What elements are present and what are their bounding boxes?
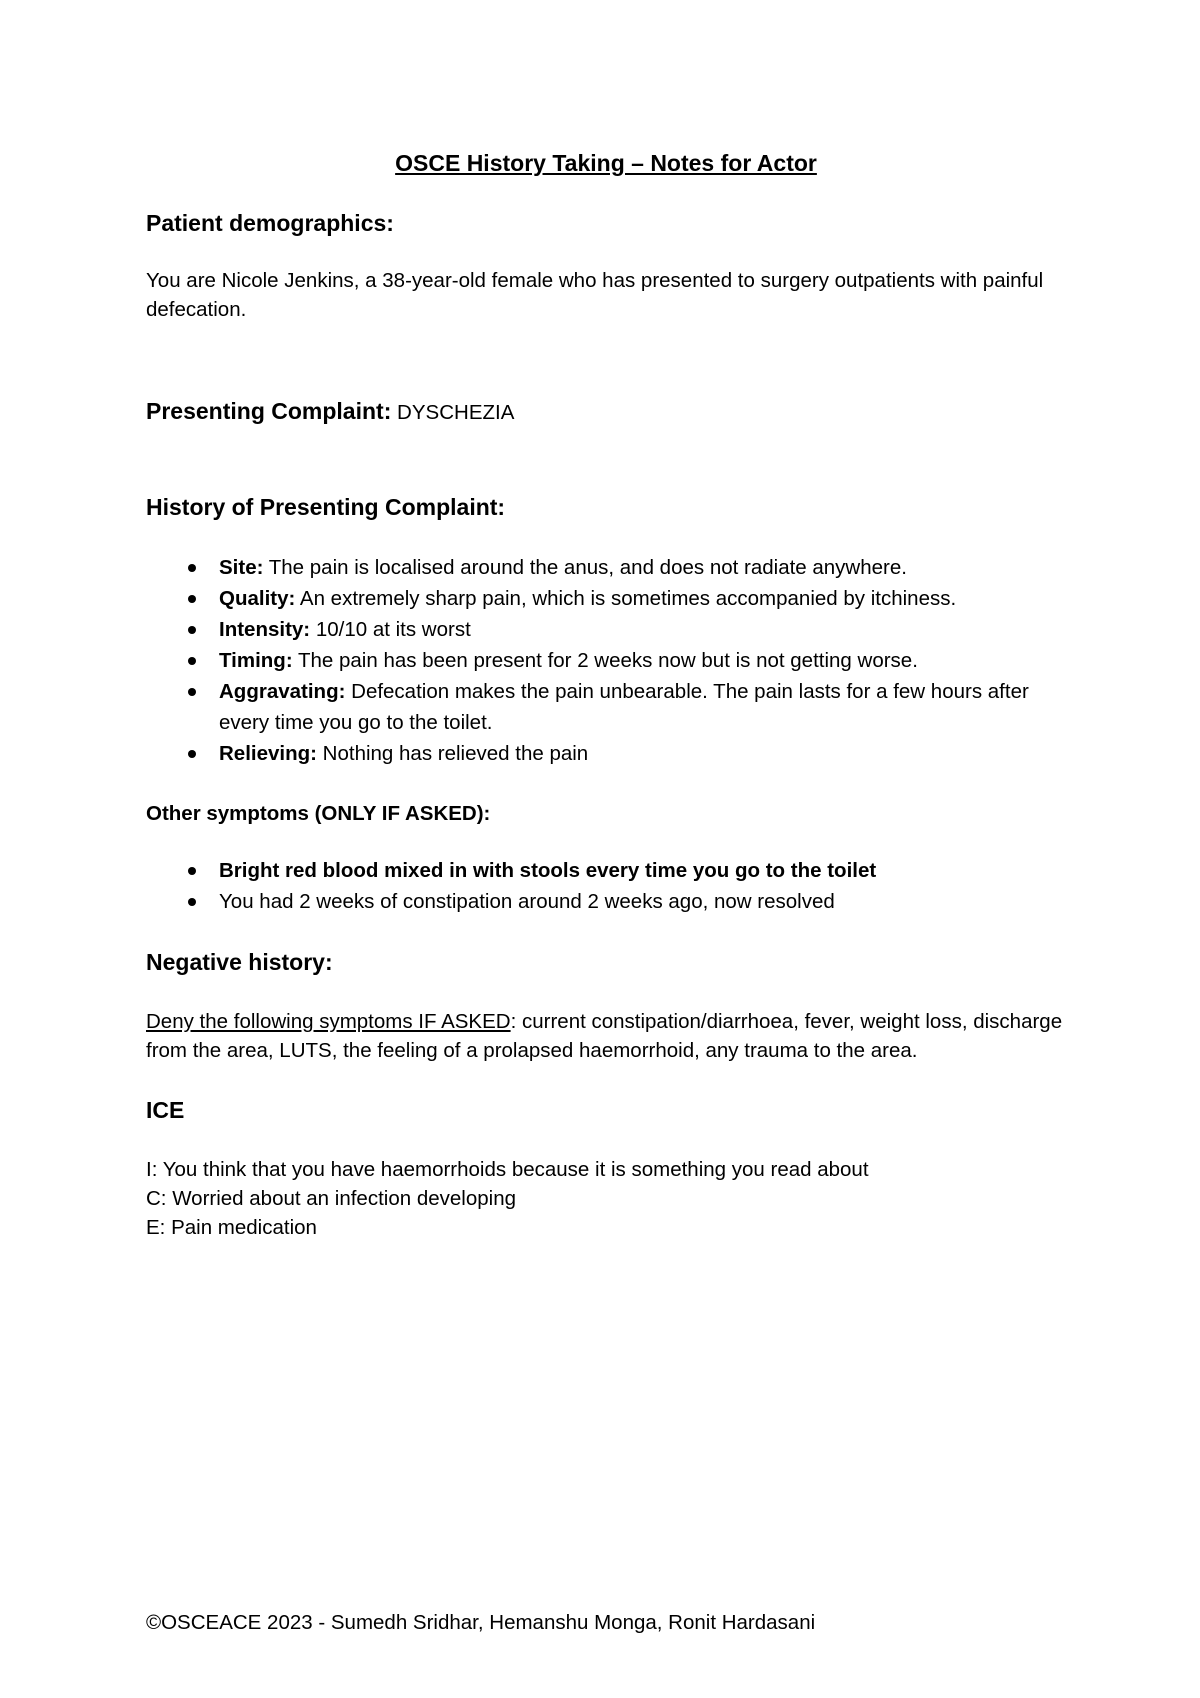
negative-history-lead: Deny the following symptoms IF ASKED [146, 1010, 511, 1033]
list-item [146, 614, 1066, 645]
item-label: Aggravating: [219, 680, 346, 703]
item-label: Quality: [219, 587, 296, 610]
bullet-icon [188, 750, 196, 758]
item-text: The pain is localised around the anus, and does not radiate anywhere. [263, 556, 907, 579]
hpc-heading: History of Presenting Complaint: [146, 494, 506, 520]
item-text: 10/10 at its worst [310, 618, 471, 641]
ice-line-concerns: C: Worried about an infection developing [146, 1187, 516, 1210]
item-text: The pain has been present for 2 weeks now but is not getting worse. [292, 649, 918, 672]
negative-history-heading: Negative history: [146, 949, 333, 975]
bullet-icon [188, 626, 196, 634]
list-item [146, 738, 1066, 769]
bullet-icon [188, 595, 196, 603]
item-label: Timing: [219, 649, 293, 672]
page-title: OSCE History Taking – Notes for Actor [395, 150, 817, 176]
hpc-list [146, 552, 1066, 769]
item-text: Defecation makes the pain unbearable. The pain lasts for a few hours after every time you go to the toilet. [219, 680, 1029, 734]
other-symptoms-list [146, 855, 1066, 917]
item-text: An extremely sharp pain, which is sometimes accompanied by itchiness. [295, 587, 957, 610]
item-text: Bright red blood mixed in with stools every time you go to the toilet [219, 859, 877, 882]
list-item [146, 886, 1066, 917]
demographics-text: You are Nicole Jenkins, a 38-year-old female who has presented to surgery outpatients with painful defecation. [146, 269, 1044, 321]
list-item [146, 676, 1066, 738]
item-text: Nothing has relieved the pain [316, 742, 589, 765]
ice-heading: ICE [146, 1097, 185, 1123]
item-label: Site: [219, 556, 264, 579]
item-label: Intensity: [219, 618, 311, 641]
list-item [146, 552, 1066, 583]
bullet-icon [188, 867, 196, 875]
presenting-complaint [146, 396, 1066, 428]
list-item [146, 645, 1066, 676]
footer-copyright: ©OSCEACE 2023 - Sumedh Sridhar, Hemanshu Monga, Ronit Hardasani [146, 1611, 816, 1634]
ice-line-ideas: I: You think that you have haemorrhoids because it is something you read about [146, 1158, 869, 1181]
presenting-complaint-value: DYSCHEZIA [391, 401, 515, 424]
demographics-heading: Patient demographics: [146, 210, 394, 236]
bullet-icon [188, 688, 196, 696]
ice-line-expectations: E: Pain medication [146, 1216, 317, 1239]
item-text: You had 2 weeks of constipation around 2 weeks ago, now resolved [219, 890, 835, 913]
presenting-complaint-label: Presenting Complaint: [146, 398, 392, 424]
list-item [146, 583, 1066, 614]
bullet-icon [188, 564, 196, 572]
negative-history-text [146, 1007, 1066, 1065]
bullet-icon [188, 657, 196, 665]
negative-history-body: : current constipation/diarrhoea, fever, weight loss, discharge from the area, LUTS, the feeling of a prolapsed haemorrhoid, any trauma to the area. [146, 1010, 1063, 1062]
list-item [146, 855, 1066, 886]
other-symptoms-heading: Other symptoms (ONLY IF ASKED): [146, 802, 491, 825]
item-label: Relieving: [219, 742, 317, 765]
bullet-icon [188, 898, 196, 906]
document-content [146, 148, 1066, 1242]
